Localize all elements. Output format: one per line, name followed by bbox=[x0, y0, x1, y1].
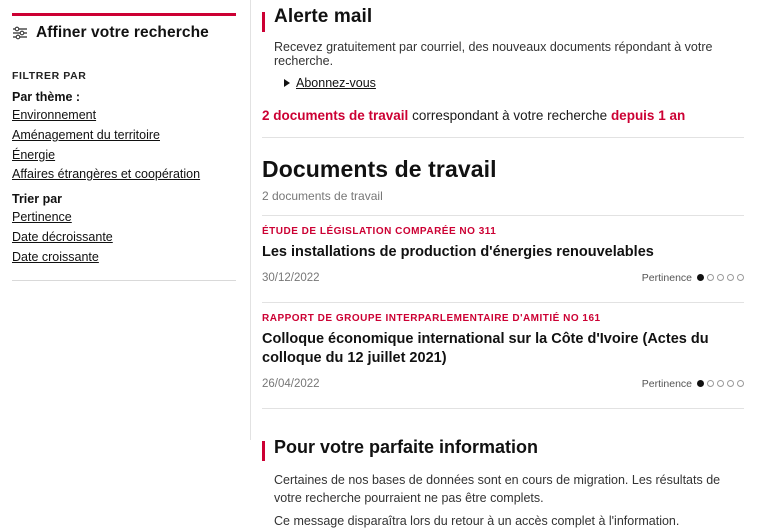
relevance-dot bbox=[727, 380, 734, 387]
refine-header bbox=[0, 0, 250, 42]
section-result-count: 2 documents de travail bbox=[262, 189, 383, 203]
sort-link-date-croissante[interactable]: Date croissante bbox=[12, 249, 99, 264]
section-divider-top bbox=[262, 137, 744, 138]
filter-by-label: FILTRER PAR bbox=[12, 70, 87, 82]
facet-link-amenagement-du-territoire[interactable]: Aménagement du territoire bbox=[12, 127, 160, 142]
triangle-right-icon bbox=[284, 79, 290, 87]
mail-alert-panel bbox=[262, 6, 744, 90]
document-title-link[interactable]: Colloque économique international sur la Côte d'Ivoire (Actes du colloque du 12 juillet 2021) bbox=[262, 330, 709, 367]
information-accent-bar bbox=[262, 441, 265, 461]
subscribe-row[interactable] bbox=[284, 76, 744, 90]
sidebar-divider bbox=[12, 280, 236, 281]
information-line-2: Ce message disparaîtra lors du retour à un accès complet à l'information. bbox=[274, 514, 680, 529]
relevance-label: Pertinence bbox=[641, 271, 692, 284]
relevance-dot bbox=[697, 274, 704, 281]
facet-link-affaires-etrangeres[interactable]: Affaires étrangères et coopération bbox=[12, 167, 201, 182]
main-content bbox=[250, 0, 768, 529]
relevance-dot bbox=[727, 274, 734, 281]
results-period: depuis 1 an bbox=[610, 108, 686, 123]
results-summary bbox=[262, 108, 744, 123]
filter-icon bbox=[12, 26, 28, 40]
relevance-dot bbox=[717, 274, 724, 281]
mail-alert-title: Alerte mail bbox=[274, 6, 373, 27]
refine-title: Affiner votre recherche bbox=[36, 24, 209, 41]
facet-link-energie[interactable]: Énergie bbox=[12, 147, 56, 162]
relevance-dot bbox=[737, 274, 744, 281]
relevance-dot bbox=[697, 380, 704, 387]
document-kicker: RAPPORT DE GROUPE INTERPARLEMENTAIRE D'AMITIÉ NO 161 bbox=[262, 312, 601, 324]
sort-link-pertinence[interactable]: Pertinence bbox=[12, 210, 72, 224]
mail-alert-description: Recevez gratuitement par courriel, des nouveaux documents répondant à votre recherche. bbox=[274, 40, 713, 68]
facet-heading-theme: Par thème : bbox=[12, 90, 81, 104]
document-title-link[interactable]: Les installations de production d'énergies renouvelables bbox=[262, 244, 654, 260]
relevance-dot bbox=[717, 380, 724, 387]
information-title: Pour votre parfaite information bbox=[274, 436, 539, 457]
document-footer bbox=[262, 272, 744, 284]
document-date: 30/12/2022 bbox=[262, 271, 320, 284]
relevance-dot bbox=[707, 380, 714, 387]
relevance-indicator bbox=[642, 378, 744, 390]
facet-link-environnement[interactable]: Environnement bbox=[12, 108, 97, 122]
relevance-dots bbox=[697, 274, 744, 281]
relevance-dot bbox=[737, 380, 744, 387]
mail-alert-accent-bar bbox=[262, 12, 265, 32]
information-panel bbox=[262, 437, 744, 531]
document-item-2 bbox=[262, 303, 744, 396]
document-date: 26/04/2022 bbox=[262, 377, 320, 390]
facet-group-theme bbox=[0, 90, 250, 184]
refine-sidebar bbox=[0, 0, 250, 440]
document-divider-3 bbox=[262, 408, 744, 409]
page-title: Documents de travail bbox=[262, 156, 497, 182]
facet-group-sort bbox=[0, 192, 250, 266]
results-count: 2 documents de travail bbox=[262, 108, 409, 123]
facet-heading-sort: Trier par bbox=[12, 192, 63, 206]
relevance-dot bbox=[707, 274, 714, 281]
relevance-label: Pertinence bbox=[641, 377, 692, 390]
relevance-dots bbox=[697, 380, 744, 387]
document-item-1 bbox=[262, 216, 744, 290]
relevance-indicator bbox=[642, 272, 744, 284]
subscribe-link[interactable]: Abonnez-vous bbox=[296, 76, 376, 90]
document-footer bbox=[262, 378, 744, 390]
results-middle-text: correspondant à votre recherche bbox=[408, 108, 611, 123]
main-left-divider bbox=[250, 0, 251, 440]
document-kicker: ÉTUDE DE LÉGISLATION COMPARÉE NO 311 bbox=[262, 226, 497, 237]
sidebar-accent-rule bbox=[12, 13, 236, 16]
sort-link-date-decroissante[interactable]: Date décroissante bbox=[12, 229, 113, 244]
information-line-1: Certaines de nos bases de données sont en cours de migration. Les résultats de votre recherche pourraient ne pas être complets. bbox=[274, 472, 721, 506]
